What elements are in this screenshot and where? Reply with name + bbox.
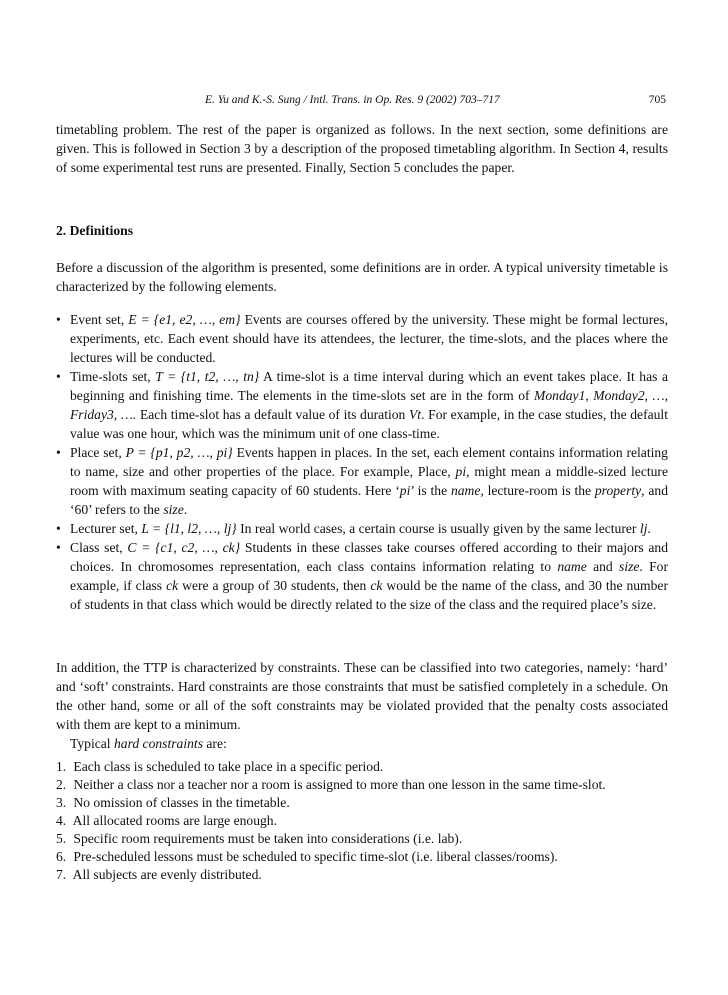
bullet-icon: • bbox=[56, 540, 61, 555]
item-text: Specific room requirements must be taken into considerations (i.e. lab). bbox=[73, 831, 463, 846]
item-text: . bbox=[647, 521, 651, 536]
item-text: and bbox=[593, 559, 613, 574]
list-item bbox=[56, 812, 668, 830]
lead-text: Before a discussion of the algorithm is presented, some definitions are in order. A typical university timetable is characterized by the following elements. bbox=[56, 260, 668, 294]
item-symbol: ck bbox=[370, 578, 383, 593]
item-symbol: Vt bbox=[409, 407, 422, 422]
item-number: 3. bbox=[56, 795, 67, 810]
item-number: 4. bbox=[56, 813, 67, 828]
item-text: . For example, if class bbox=[70, 559, 669, 593]
item-number: 7. bbox=[56, 867, 67, 882]
item-text: In real world cases, a certain course is usually given by the same lecturer bbox=[240, 521, 637, 536]
item-text: A time-slot is a time interval during which an event takes place. It has a beginning and finishing time. The elements in the time-slots set are in the form of bbox=[70, 369, 668, 403]
page-number: 705 bbox=[648, 94, 666, 106]
item-text: Students in these classes take courses offered according to their majors and choices. In chromosomes representation, each class contains information relating to bbox=[70, 540, 669, 574]
intro-text: timetabling problem. The rest of the paper is organized as follows. In the next section, some definitions are given. This is followed in Section 3 by a description of the proposed timetabling algorithm. In Section 4, results of some experimental test runs are presented. Finally, Section 5 concludes the paper. bbox=[56, 122, 668, 175]
constraints-text: In addition, the TTP is characterized by constraints. These can be classified into two categories, namely: ‘hard’ and ‘soft’ constraints. Hard constraints are those constraints that must be satisfied completely in a schedule. On the other hand, some or all of the soft constraints may be violated provided that the penalty costs associated with them are kept to a minimum. bbox=[56, 660, 668, 732]
item-emph: name bbox=[557, 559, 587, 574]
item-formula: P = {p1, p2, …, pi} bbox=[125, 445, 233, 460]
bullet-icon: • bbox=[56, 521, 61, 536]
item-symbol: pi bbox=[455, 464, 467, 479]
item-text: No omission of classes in the timetable. bbox=[73, 795, 290, 810]
bullet-icon: • bbox=[56, 312, 61, 327]
list-item bbox=[56, 776, 668, 794]
item-symbol: lj bbox=[639, 521, 648, 536]
definitions-list bbox=[56, 310, 668, 614]
constraints-paragraph bbox=[56, 658, 668, 753]
list-item bbox=[56, 830, 668, 848]
item-text: , lecture-room is the bbox=[480, 483, 592, 498]
item-text: . bbox=[183, 502, 188, 517]
item-text: Events happen in places. In the set, each element contains information relating to name, size and other properties of the place. For example, Place, bbox=[70, 445, 668, 479]
list-item bbox=[56, 794, 668, 812]
list-item-class-set bbox=[56, 538, 668, 614]
item-emph: property bbox=[594, 483, 642, 498]
bullet-icon: • bbox=[56, 445, 61, 460]
item-label: Class set, bbox=[70, 540, 123, 555]
list-item-event-set bbox=[56, 310, 668, 367]
item-text: would be the name of the class, and 30 the number of students in that class which would be directly related to the size of the class and the required place’s size. bbox=[70, 578, 668, 612]
item-number: 5. bbox=[56, 831, 67, 846]
item-number: 6. bbox=[56, 849, 67, 864]
item-text: Pre-scheduled lessons must be scheduled to specific time-slot (i.e. liberal classes/rooms). bbox=[73, 849, 558, 864]
list-item bbox=[56, 848, 668, 866]
typical-prefix: Typical bbox=[70, 736, 111, 751]
item-text: , might mean a middle-sized lecture room with maximum seating capacity of 60 students. Here ‘ bbox=[70, 464, 668, 498]
item-emph: size bbox=[163, 502, 184, 517]
item-formula: E = {e1, e2, …, em} bbox=[128, 312, 241, 327]
item-text: Events are courses offered by the university. These might be formal lectures, experiments, etc. Each event should have its attendees, the lecturer, the time-slots, and the places where the lectures will be conducted. bbox=[70, 312, 668, 365]
bullet-icon: • bbox=[56, 369, 61, 384]
item-text: , and ‘60’ refers to the bbox=[70, 483, 668, 517]
typical-suffix: are: bbox=[206, 736, 227, 751]
item-text: . For example, in the case studies, the default value was one hour, which was the minimum unit of one class-time. bbox=[70, 407, 668, 441]
item-text: All subjects are evenly distributed. bbox=[72, 867, 262, 882]
item-label: Time-slots set, bbox=[70, 369, 151, 384]
item-emph: name bbox=[450, 483, 481, 498]
list-item bbox=[56, 866, 668, 884]
list-item-time-slots-set bbox=[56, 367, 668, 443]
list-item bbox=[56, 758, 668, 776]
item-label: Event set, bbox=[70, 312, 125, 327]
hard-constraints-list bbox=[56, 758, 668, 884]
item-symbol: pi bbox=[399, 483, 411, 498]
item-examples: Monday1, Monday2, …, Friday3, …. bbox=[70, 388, 669, 422]
item-formula: L = {l1, l2, …, lj} bbox=[141, 521, 237, 536]
item-text: Neither a class nor a teacher nor a room is assigned to more than one lesson in the same time-slot. bbox=[73, 777, 606, 792]
list-item-lecturer-set bbox=[56, 519, 668, 538]
item-emph: size bbox=[619, 559, 640, 574]
item-symbol: ck bbox=[166, 578, 179, 593]
item-formula: T = {t1, t2, …, tn} bbox=[155, 369, 260, 384]
list-item-place-set bbox=[56, 443, 668, 519]
item-text: were a group of 30 students, then bbox=[182, 578, 367, 593]
item-number: 1. bbox=[56, 759, 67, 774]
item-text: ’ is the bbox=[410, 483, 448, 498]
item-label: Lecturer set, bbox=[70, 521, 138, 536]
item-text: Each time-slot has a default value of its duration bbox=[139, 407, 406, 422]
running-head: E. Yu and K.-S. Sung / Intl. Trans. in Op. Res. 9 (2002) 703–717 bbox=[205, 94, 500, 106]
section-heading: 2. Definitions bbox=[56, 223, 134, 238]
lead-paragraph bbox=[56, 258, 668, 296]
item-text: All allocated rooms are large enough. bbox=[72, 813, 277, 828]
typical-line bbox=[56, 734, 668, 753]
item-number: 2. bbox=[56, 777, 67, 792]
item-label: Place set, bbox=[70, 445, 122, 460]
intro-paragraph bbox=[56, 120, 668, 177]
item-text: Each class is scheduled to take place in a specific period. bbox=[73, 759, 384, 774]
item-formula: C = {c1, c2, …, ck} bbox=[127, 540, 241, 555]
typical-emph: hard constraints bbox=[113, 736, 203, 751]
